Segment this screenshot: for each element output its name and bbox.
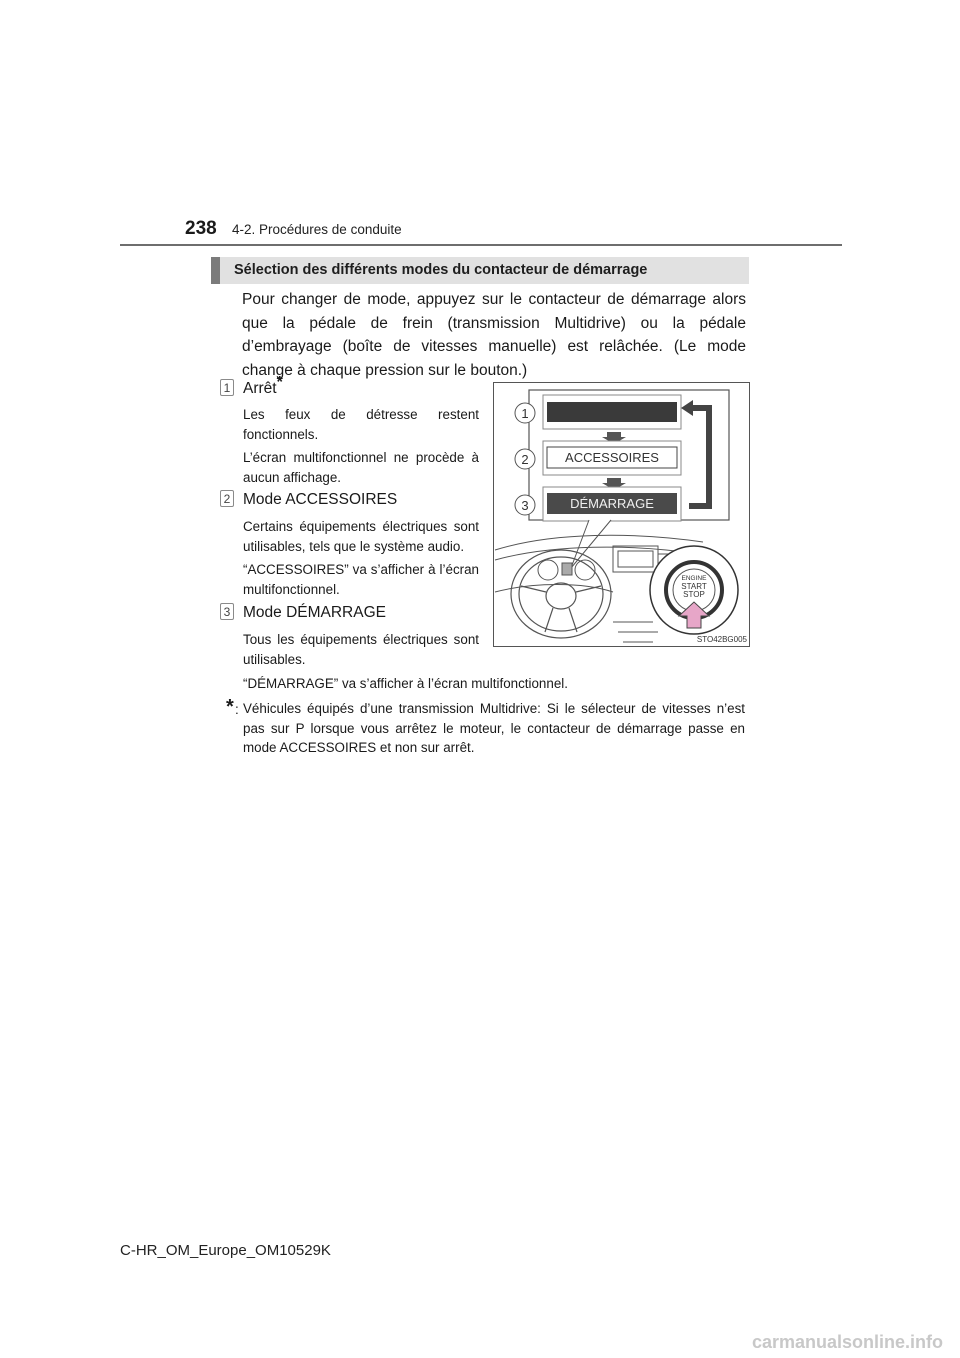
display-accessoires-text: ACCESSOIRES: [565, 450, 659, 465]
item-1-line-1: Les feux de détresse restent fonctionnels.: [243, 407, 479, 442]
button-label-engine: ENGINE: [681, 575, 707, 582]
item-1-line-2: L’écran multifonctionnel ne procède à aucun affichage.: [243, 450, 479, 485]
display-demarrage-text: DÉMARRAGE: [570, 496, 654, 511]
note-text: Véhicules équipés d’une transmission Multidrive: Si le sélecteur de vitesses n’est pas sur P lorsque vous arrêtez le moteur, le contacteur de démarrage passe en mode ACCESSOIRES et non sur arrêt.: [243, 701, 745, 755]
note-asterisk: *: [226, 696, 234, 718]
asterisk-mark: *: [276, 374, 283, 391]
item-number-2: 2: [220, 490, 234, 507]
figure-code: STO42BG005: [696, 635, 747, 644]
callout-number-2: 2: [521, 452, 529, 467]
item-number-3: 3: [220, 603, 234, 620]
item-title-3: Mode DÉMARRAGE: [243, 604, 386, 621]
footer-doc-id: C-HR_OM_Europe_OM10529K: [120, 1242, 331, 1259]
item-3-line-2: “DÉMARRAGE” va s’afficher à l’écran multifonctionnel.: [243, 676, 568, 691]
section-title: 4-2. Procédures de conduite: [232, 222, 402, 237]
item-title-1: [243, 374, 283, 398]
item-title-2: Mode ACCESSOIRES: [243, 491, 398, 508]
display-off: [547, 402, 677, 422]
callout-number-1: 1: [521, 406, 529, 421]
note-colon: :: [235, 702, 239, 717]
button-label-start: START: [681, 582, 707, 591]
heading-bar: [211, 257, 749, 284]
header-rule: [120, 244, 842, 246]
callout-number-3: 3: [521, 498, 529, 513]
item-2-line-1: Certains équipements électriques sont utilisables, tels que le système audio.: [243, 519, 479, 554]
watermark: carmanualsonline.info: [752, 1332, 944, 1352]
heading-text: Sélection des différents modes du contacteur de démarrage: [234, 262, 648, 278]
item-2-line-2: “ACCESSOIRES” va s’afficher à l’écran multifonctionnel.: [243, 562, 479, 597]
page-number: 238: [185, 218, 217, 239]
item-title-1-text: Arrêt: [243, 380, 277, 397]
start-switch-figure: [493, 382, 750, 647]
item-number-1: 1: [220, 379, 234, 396]
item-3-line-1: Tous les équipements électriques sont utilisables.: [243, 632, 479, 667]
button-label-stop: STOP: [683, 590, 705, 599]
intro-paragraph: Pour changer de mode, appuyez sur le contacteur de démarrage alors que la pédale de frein (transmission Multidrive) ou la pédale d’embrayage (boîte de vitesses manuelle) est relâchée. (Le mode change à chaque pression sur le bouton.): [242, 291, 746, 379]
